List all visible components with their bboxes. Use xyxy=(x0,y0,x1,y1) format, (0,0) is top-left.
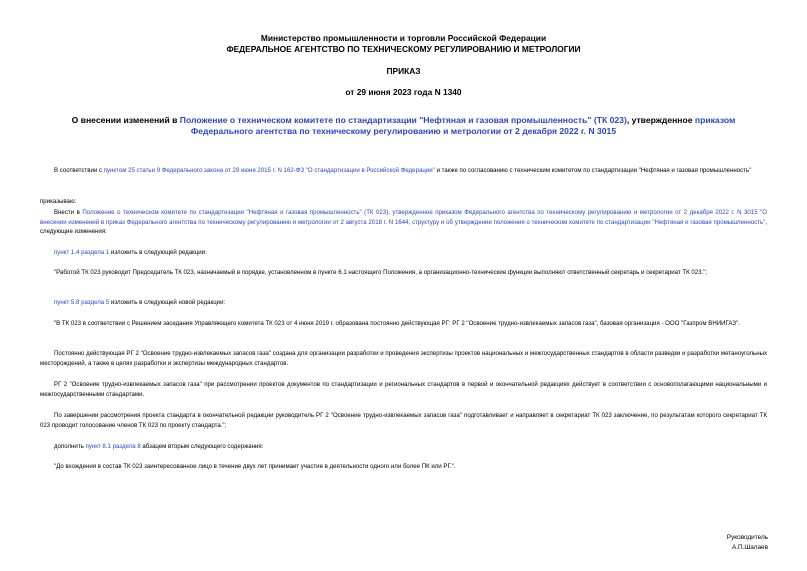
point-5-8-text: изложить в следующей новой редакции: xyxy=(109,299,226,306)
paragraph-rg2-conclusion: По завершении рассмотрения проекта стандарта в окончательной редакции руководитель РГ 2 "Освоение трудно-извлекаемых запасов газа" подготавливает и направляет в секретариат ТК 023 заключение, по результатам которого секретариат ТК 023 проводит голосование членов ТК 023 по проекту стандарта."; xyxy=(40,412,767,429)
basis-text-1: В соответствии с xyxy=(54,167,104,174)
paragraph-quote-3: "До вхождения в состав ТК 023 заинтересованное лицо в течение двух лет принимает участие в деятельности одного или более ПК или РГ.". xyxy=(54,463,456,470)
paragraph-quote-1: "Работой ТК 023 руководит Председатель ТК 023, назначаемый в порядке, установленном в пункте 6.1 настоящего Положения, а организационно-технические функции выполняют ответственный секретарь и секретариат ТК 023."; xyxy=(54,269,708,276)
paragraph-point-1-4 xyxy=(40,248,767,258)
ministry-heading: Министерство промышленности и торговли Российской Федерации xyxy=(260,33,547,43)
paragraph-quote-2: "В ТК 023 в соответствии с Решением заседания Управляющего комитета ТК 023 от 4 июня 2019 г. образована постоянно действующая РГ: РГ 2 "Освоение трудно-извлекаемых запасов газа", базовая организация - ООО "Газпром ВНИИГАЗ". xyxy=(54,320,740,327)
amend-text-1: Внести в xyxy=(54,209,83,216)
point-8-1-text-1: дополнить xyxy=(54,443,86,450)
paragraph-point-8-1 xyxy=(40,442,767,452)
agency-heading: ФЕДЕРАЛЬНОЕ АГЕНТСТВО ПО ТЕХНИЧЕСКОМУ РЕГУЛИРОВАНИЮ И МЕТРОЛОГИИ xyxy=(226,44,581,54)
basis-text-2: и также по согласованию с техническим комитетом по стандартизации "Нефтяная и газовая промышленность" xyxy=(434,167,752,174)
document-type: ПРИКАЗ xyxy=(386,66,421,76)
title-link-regulation[interactable]: Положение о техническом комитете по стандартизации "Нефтяная и газовая промышленность" (ТК 023) xyxy=(179,115,627,125)
paragraph-rg2-purpose: Постоянно действующая РГ 2 "Освоение трудно-извлекаемых запасов газа" создана для организации разработки и проведения экспертизы проектов национальных и межгосударственных стандартов в области разведки и разработки метаноугольных месторождений, а также в целях разработки и экспертизы международных стандартов. xyxy=(40,350,767,367)
order-word: приказываю: xyxy=(40,198,77,205)
point-8-1-link[interactable]: пункт 8.1 раздела 8 xyxy=(85,443,141,450)
title-link-order[interactable]: приказом Федерального агентства по техническому регулированию и метрологии от 2 декабря 2022 г. N 3015 xyxy=(190,115,736,136)
point-1-4-link[interactable]: пункт 1.4 раздела 1 xyxy=(54,249,110,256)
amend-text-2: , следующие изменения: xyxy=(40,218,767,236)
paragraph-basis xyxy=(40,166,767,176)
title-text-2: , утвержденное xyxy=(626,115,695,125)
paragraph-amendments xyxy=(40,208,767,237)
paragraph-point-5-8 xyxy=(40,298,767,308)
federal-law-link[interactable]: пунктом 25 статьи 9 Федерального закона от 29 июня 2015 г. N 162-ФЗ "О стандартизации в Российской Федерации" xyxy=(103,167,435,174)
paragraph-rg2-review: РГ 2 "Освоение трудно-извлекаемых запасов газа" при рассмотрении проектов документов по стандартизации и региональных стандартов в первой и окончательной редакциях действует в соответствии с основополагающими национальными и межгосударственными стандартами. xyxy=(40,381,767,398)
point-5-8-link[interactable]: пункт 5.8 раздела 5 xyxy=(54,299,110,306)
document-title xyxy=(40,115,767,137)
point-1-4-text: изложить в следующей редакции: xyxy=(109,249,207,256)
regulation-link[interactable]: Положение о техническом комитете по стандартизации "Нефтяная и газовая промышленность" (ТК 023), утвержденное приказом Федерального агентства по техническому регулированию и метрологии от 2 декабря 2022 г. N 3015 "О внесении изменений в приказ Федерального агентства по техническому регулированию и метрологии от 2 августа 2018 г. N 1644, структуру и об утверждении положения о техническом комитете по стандартизации "Нефтяная и газовая промышленность" xyxy=(40,209,768,226)
signer-role: Руководитель xyxy=(726,534,768,541)
point-8-1-text-2: абзацем вторым следующего содержания: xyxy=(140,443,264,450)
title-text-1: О внесении изменений в xyxy=(71,115,180,125)
document-date: от 29 июня 2023 года N 1340 xyxy=(345,87,462,97)
signer-name: А.П.Шалаев xyxy=(731,544,768,551)
